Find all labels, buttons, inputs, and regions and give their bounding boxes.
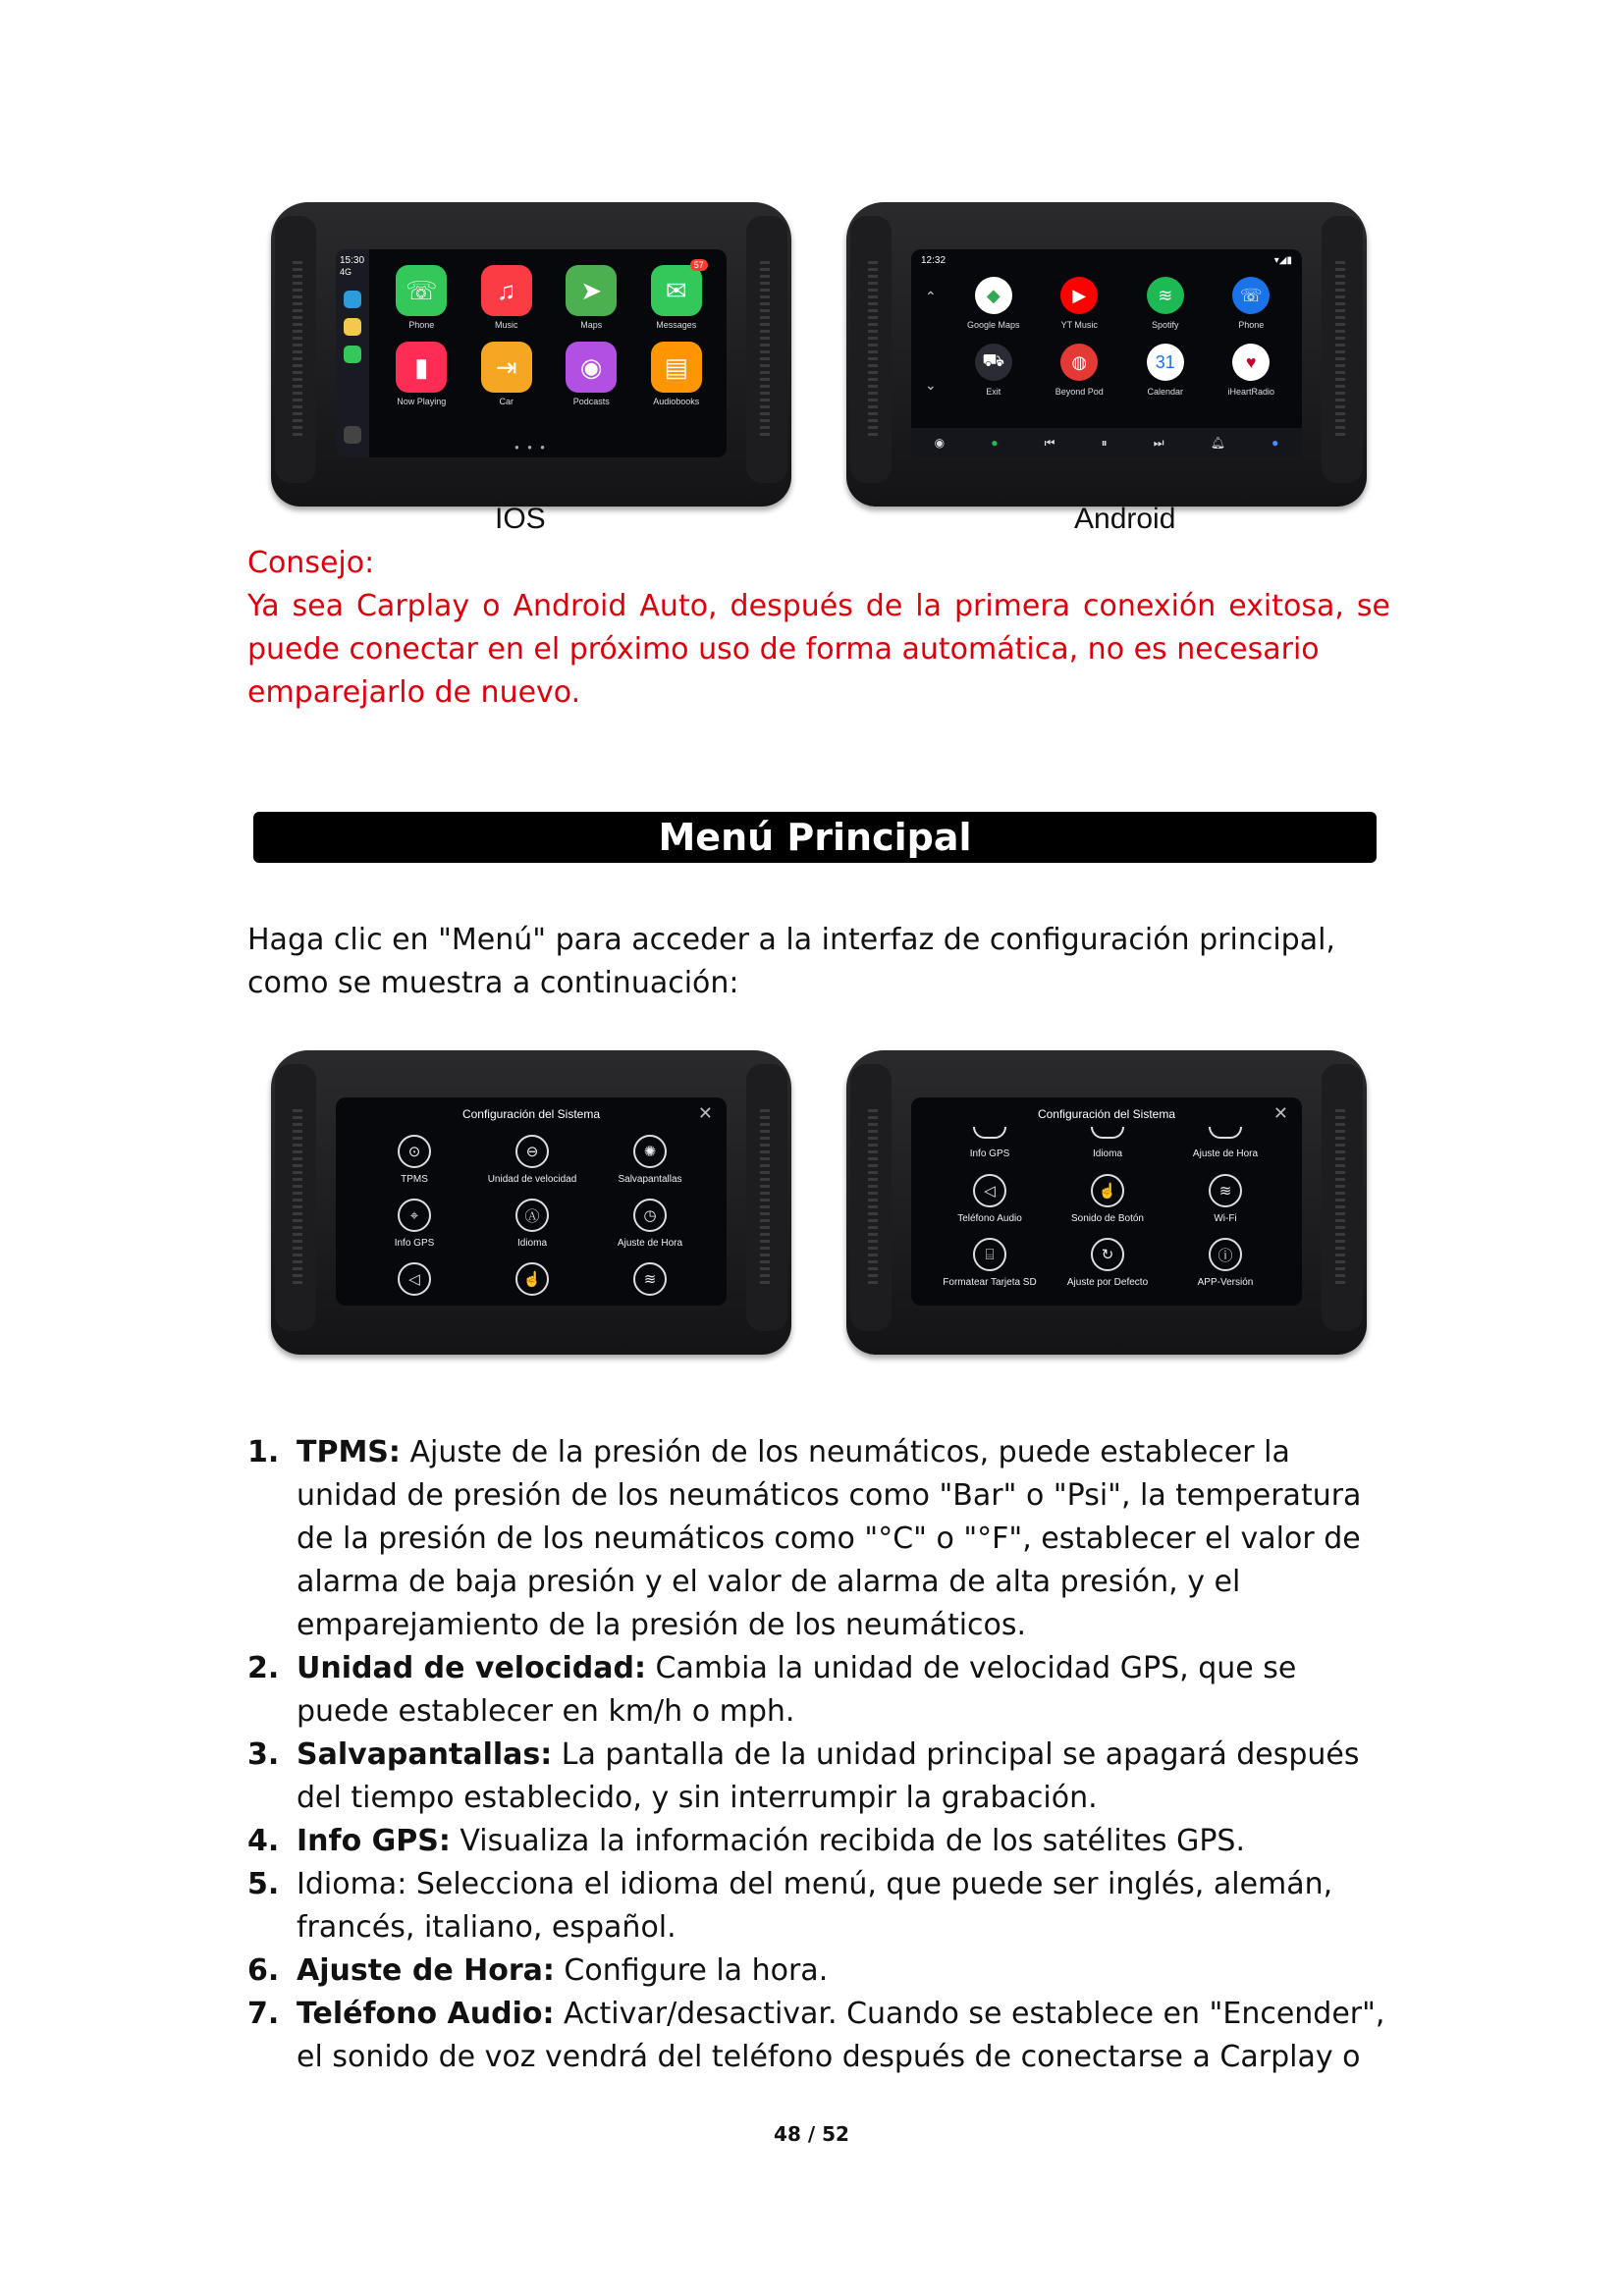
tpms-icon: ⊙ — [398, 1135, 431, 1168]
chevron-up-icon: ⌃ — [925, 289, 937, 304]
android-auto-device-image — [846, 202, 1367, 507]
android-auto-app-label: YT Music — [1060, 320, 1098, 330]
format-sd-icon: ⌸ — [973, 1238, 1006, 1271]
settings-item — [591, 1135, 709, 1185]
status-network: 4G — [340, 267, 352, 277]
list-item — [247, 1949, 1396, 1993]
wifi-icon: ≋ — [1209, 1174, 1242, 1207]
android-auto-app-label: Calendar — [1147, 387, 1184, 397]
ios-caption: IOS — [495, 503, 546, 535]
carplay-device-image — [271, 202, 791, 507]
settings-item — [355, 1199, 473, 1249]
beyond-pod-icon: ◍ — [1060, 344, 1098, 381]
close-icon: ✕ — [697, 1103, 713, 1123]
list-item-title: TPMS: — [297, 1435, 401, 1469]
android-auto-app-label: iHeartRadio — [1227, 387, 1275, 397]
calendar-icon: 31 — [1147, 344, 1184, 381]
previous-icon: ⏮ — [1044, 435, 1055, 450]
settings-item — [931, 1174, 1049, 1224]
carplay-app-label: Podcasts — [572, 397, 610, 406]
audiobooks-icon: ▤ — [651, 342, 702, 393]
settings-grid — [931, 1174, 1284, 1288]
list-number: 2. — [247, 1651, 280, 1685]
list-item-title: Info GPS: — [297, 1824, 451, 1858]
carplay-app-label: Maps — [580, 320, 603, 330]
list-item-text: Cambia la unidad de velocidad GPS, que se puede establecer en km/h o mph. — [297, 1651, 1297, 1729]
phone-audio-icon: ◁ — [398, 1262, 431, 1296]
mini-maps-icon — [344, 291, 361, 308]
mini-music-icon — [344, 318, 361, 336]
settings-item-label: TPMS — [401, 1174, 428, 1185]
language-icon: Ⓐ — [515, 1199, 549, 1232]
button-sound-icon: ☝ — [515, 1262, 549, 1296]
android-auto-screen — [911, 249, 1302, 457]
pause-icon: ⏸ — [1101, 435, 1108, 450]
bell-icon: 🔔︎ — [1210, 436, 1225, 450]
carplay-app — [549, 342, 634, 406]
list-number: 6. — [247, 1953, 280, 1988]
settings-item — [473, 1199, 591, 1249]
android-auto-app — [950, 277, 1037, 330]
carplay-app-label: Phone — [408, 320, 435, 330]
carplay-app — [634, 342, 720, 406]
carplay-app-grid — [379, 260, 719, 406]
wifi-icon: ≋ — [633, 1262, 667, 1296]
page-dots: ● ● ● — [514, 443, 548, 452]
settings-title: Configuración del Sistema — [1037, 1107, 1176, 1121]
google-maps-icon: ◆ — [975, 277, 1012, 314]
settings-item-label: Ajuste de Hora — [1192, 1148, 1259, 1159]
phone-icon: ☏ — [396, 265, 447, 316]
list-item-title: Unidad de velocidad: — [297, 1651, 646, 1685]
carplay-sidebar — [336, 249, 369, 457]
settings-item — [355, 1135, 473, 1185]
settings-item-label: Salvapantallas — [618, 1174, 682, 1185]
reset-icon: ↻ — [1091, 1238, 1124, 1271]
button-sound-icon: ☝ — [1091, 1174, 1124, 1207]
list-item-text: La pantalla de la unidad principal se apagará después del tiempo establecido, y sin interrumpir la grabación. — [297, 1737, 1360, 1815]
carplay-screen — [336, 249, 727, 457]
chevron-down-icon: ⌄ — [925, 377, 937, 393]
settings-item — [473, 1262, 591, 1296]
messages-icon: ✉ 57 — [651, 265, 702, 316]
list-item-title: Salvapantallas: — [297, 1737, 553, 1772]
settings-item — [591, 1262, 709, 1296]
carplay-app-label: Now Playing — [397, 397, 447, 406]
settings-item — [1166, 1238, 1284, 1288]
maps-icon: ➤ — [566, 265, 617, 316]
list-item — [247, 1431, 1396, 1647]
carplay-app — [379, 342, 464, 406]
spotify-mini-icon: ● — [991, 436, 999, 450]
intro-paragraph: Haga clic en "Menú" para acceder a la interfaz de configuración principal, como se muestra a continuación: — [247, 923, 1335, 1000]
cut-off-icon — [1091, 1127, 1124, 1139]
list-item — [247, 1647, 1396, 1734]
music-icon: ♫ — [481, 265, 532, 316]
android-auto-app — [1037, 344, 1123, 397]
settings-item-label: Idioma — [516, 1238, 547, 1249]
settings-item — [473, 1135, 591, 1185]
home-icon: ◉ — [934, 436, 946, 450]
settings-item — [1049, 1238, 1166, 1288]
list-number: 5. — [247, 1867, 280, 1901]
list-item — [247, 1734, 1396, 1820]
android-auto-app-grid — [950, 277, 1294, 397]
list-number: 3. — [247, 1737, 280, 1772]
settings-item — [591, 1199, 709, 1249]
tip-body-end: emparejarlo de nuevo. — [247, 675, 581, 710]
cut-off-icon — [973, 1127, 1006, 1139]
list-item-text: Activar/desactivar. Cuando se establece en "Encender", el sonido de voz vendrá del teléfono después de conectarse a Carplay o — [297, 1997, 1385, 2074]
carplay-app-label: Messages — [656, 320, 697, 330]
settings-item — [931, 1238, 1049, 1288]
settings-screen-2 — [911, 1097, 1302, 1306]
gps-icon: ⌖ — [398, 1199, 431, 1232]
android-auto-app — [1209, 344, 1295, 397]
settings-item-label: Teléfono Audio — [957, 1213, 1022, 1224]
phone-audio-icon: ◁ — [973, 1174, 1006, 1207]
list-item-title: Teléfono Audio: — [297, 1997, 555, 2031]
carplay-app-label: Music — [494, 320, 518, 330]
settings-item-label: Unidad de velocidad — [487, 1174, 577, 1185]
carplay-app — [464, 342, 550, 406]
list-item-text: Visualiza la información recibida de los satélites GPS. — [450, 1824, 1246, 1858]
status-time: 15:30 — [340, 255, 365, 266]
android-auto-app-label: Beyond Pod — [1055, 387, 1104, 397]
android-auto-taskbar — [911, 428, 1302, 457]
close-icon: ✕ — [1272, 1103, 1288, 1123]
exit-car-icon: ⛟ — [975, 344, 1012, 381]
settings-item-label: Ajuste de Hora — [617, 1238, 683, 1249]
android-auto-app-label: Exit — [986, 387, 1001, 397]
android-auto-app — [950, 344, 1037, 397]
carplay-app — [634, 260, 720, 330]
iheartradio-icon: ♥ — [1232, 344, 1270, 381]
feature-list — [247, 1431, 1396, 2079]
next-icon: ⏭ — [1153, 435, 1164, 450]
android-auto-app — [1122, 344, 1209, 397]
section-title: Menú Principal — [253, 812, 1377, 863]
android-auto-app — [1037, 277, 1123, 330]
carplay-app — [549, 265, 634, 330]
cut-off-icon — [1209, 1127, 1242, 1139]
status-time: 12:32 — [921, 255, 947, 266]
tip-heading: Consejo: — [247, 546, 375, 580]
settings-grid — [355, 1135, 709, 1296]
android-auto-app-label: Spotify — [1151, 320, 1179, 330]
microphone-icon: ● — [1271, 436, 1279, 450]
list-item — [247, 1863, 1396, 1949]
screensaver-icon: ✺ — [633, 1135, 667, 1168]
speed-unit-icon: ⊖ — [515, 1135, 549, 1168]
yt-music-icon: ▶ — [1060, 277, 1098, 314]
list-number: 4. — [247, 1824, 280, 1858]
settings-item — [1166, 1174, 1284, 1224]
settings-screen-1 — [336, 1097, 727, 1306]
list-item-text: Configure la hora. — [554, 1953, 829, 1988]
status-icons: ▾◢▮ — [1273, 255, 1292, 266]
info-icon: ⓘ — [1209, 1238, 1242, 1271]
settings-title: Configuración del Sistema — [461, 1107, 601, 1121]
now-playing-icon: ▮ — [396, 342, 447, 393]
settings-screen-1-image — [271, 1050, 791, 1355]
settings-item-label: APP-Versión — [1197, 1277, 1254, 1288]
settings-item — [355, 1262, 473, 1296]
android-auto-app-label: Phone — [1238, 320, 1265, 330]
carplay-app-label: Car — [499, 397, 514, 406]
tip-block — [247, 542, 1390, 715]
list-item — [247, 1993, 1396, 2079]
settings-screen-2-image — [846, 1050, 1367, 1355]
mini-phone-icon — [344, 346, 361, 363]
settings-item-label: Info GPS — [969, 1148, 1010, 1159]
carplay-app — [379, 265, 464, 330]
settings-item-label: Formatear Tarjeta SD — [943, 1277, 1037, 1288]
android-auto-app — [1209, 277, 1295, 330]
podcasts-icon: ◉ — [566, 342, 617, 393]
badge-count: 57 — [690, 259, 708, 271]
settings-item-label: Sonido de Botón — [1071, 1213, 1144, 1224]
tip-body: Ya sea Carplay o Android Auto, después de la primera conexión exitosa, se puede conectar en el próximo uso de forma automática, no es necesario — [247, 589, 1390, 667]
settings-item-label: Ajuste por Defecto — [1066, 1277, 1149, 1288]
list-item-text: Ajuste de la presión de los neumáticos, puede establecer la unidad de presión de los neumáticos como "Bar" o "Psi", la temperatura de la presión de los neumáticos como "°C" o "°F", establecer el valor de alarma de baja presión y el valor de alarma de alta presión, y el emparejamiento de la presión de los neumáticos. — [297, 1435, 1362, 1642]
spotify-icon: ≋ — [1147, 277, 1184, 314]
list-number: 7. — [247, 1997, 280, 2031]
android-auto-app-label: Google Maps — [966, 320, 1020, 330]
carplay-app — [464, 265, 550, 330]
list-item — [247, 1820, 1396, 1863]
settings-item-label: Info GPS — [394, 1238, 435, 1249]
settings-item-label: Idioma — [1092, 1148, 1123, 1159]
phone-icon: ☏ — [1232, 277, 1270, 314]
settings-item — [1049, 1174, 1166, 1224]
list-number: 1. — [247, 1435, 280, 1469]
grid-menu-icon — [344, 426, 361, 444]
list-item-text: Idioma: Selecciona el idioma del menú, que puede ser inglés, alemán, francés, italiano, español. — [297, 1867, 1333, 1945]
car-icon: ⇥ — [481, 342, 532, 393]
settings-item-label: Wi-Fi — [1214, 1213, 1237, 1224]
page-number: 48 / 52 — [774, 2122, 849, 2146]
carplay-app-label: Audiobooks — [653, 397, 700, 406]
list-item-title: Ajuste de Hora: — [297, 1953, 555, 1988]
android-caption: Android — [1074, 503, 1176, 535]
android-auto-app — [1122, 277, 1209, 330]
clock-icon: ◷ — [633, 1199, 667, 1232]
